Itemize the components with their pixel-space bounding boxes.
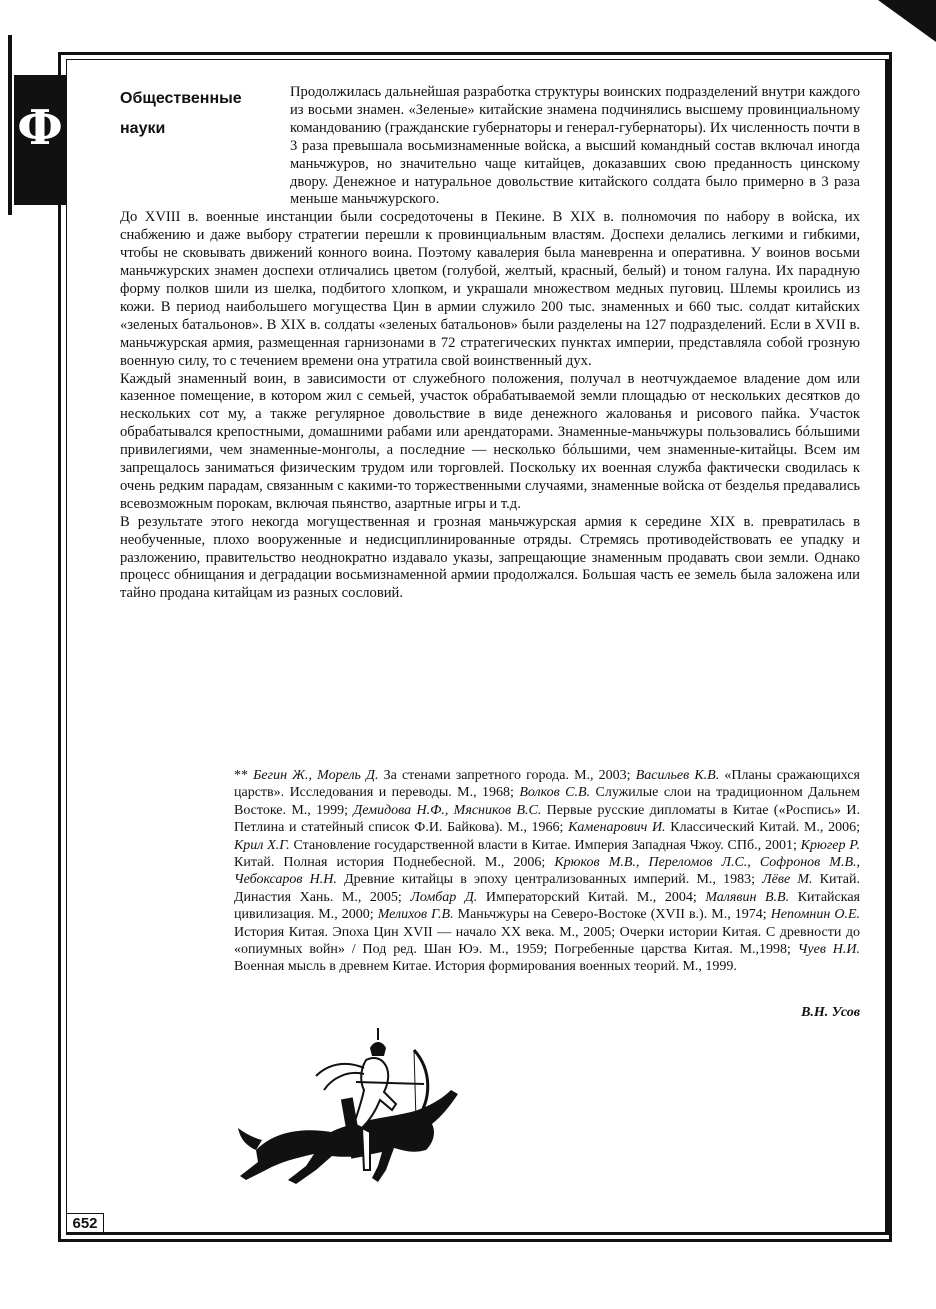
reference-text: Императорский Китай. М., 2004;	[477, 889, 706, 905]
page-frame-right-rule	[886, 59, 889, 1235]
reference-author: Волков С.В.	[519, 785, 591, 801]
page-frame-bottom-rule	[66, 1232, 892, 1235]
author-signature: В.Н. Усов	[801, 1005, 860, 1020]
corner-mark-icon	[878, 0, 936, 42]
reference-author: Непомнин О.Е.	[770, 907, 861, 923]
side-tab-glyph: Ф	[17, 100, 63, 156]
page-number: 652	[72, 1215, 98, 1232]
references-list	[234, 768, 860, 974]
reference-text: Первые русские дипломаты в Китае («Роспись» И. Петлина и статейный список Ф.И. Байкова). М., 1966;	[234, 802, 860, 836]
section-heading-line2: науки	[120, 120, 166, 137]
reference-author: Чуев Н.И.	[797, 942, 860, 958]
main-text	[120, 84, 860, 603]
paragraph-3: Каждый знаменный воин, в зависимости от служебного положения, получал в неотчуждаемое владение дом или казенное помещение, в котором жил с семьей, участок обрабатываемой земли площадью от нескольких десятков до нескольких сот му, а также регулярное довольствие в виде денежного жалованья и рисового пайка. Участок обрабатывался крепостными, домашними рабами или арендаторами. Знаменные-маньчжуры пользовались бóльшими привилегиями, чем знаменные-монголы, а последние — несколько бóльшими, чем знаменные-китайцы. Всем им запрещалось заниматься физическим трудом или торговлей. Поскольку их военная служба фактически сводилась к очень редким парадам, связанным с какими-то торжественными случаями, знаменные войска от безделья предавались всевозможным порокам, включая пьянство, азартные игры и т.д.	[120, 370, 860, 512]
references	[234, 767, 860, 976]
references-marker: **	[234, 768, 248, 783]
reference-author: Лёве М.	[762, 872, 813, 888]
reference-author: Каменарович И.	[568, 820, 666, 836]
reference-author: Крюгер Р.	[800, 837, 860, 853]
paragraph-4: В результате этого некогда могущественная и грозная маньчжурская армия к середине XIX в. превратилась в необученные, плохо вооруженные и недисциплинированные отряды. Стремясь противодействовать ее упадку и разложению, правительство неоднократно издавало указы, запрещающие знаменным продавать свои земли. Однако процесс обнищания и деградации восьмизнаменной армии продолжался. Большая часть ее земель была заложена или тайно продана китайцам из разных сословий.	[120, 513, 860, 602]
reference-text: «Планы сражающихся царств». Исследования и переводы. М., 1968;	[234, 768, 860, 801]
reference-author: Васильев К.В.	[635, 768, 720, 783]
paragraph-2: До XVIII в. военные инстанции были сосредоточены в Пекине. В XIX в. полномочия по набору в войска, их снабжению и даже выбору стратегии перешли к провинциальным властям. Доспехи делались легкими и гибкими, чтобы не сковывать движений конного воина. Поэтому кавалерия была маневренна и оперативна. У воинов восьми маньчжурских знамен доспехи отличались цветом (голубой, желтый, красный, белый) и тоном галуна. Их парадную форму полков шили из шелка, подбитого хлопком, и украшали множеством медных пуговиц. Шлемы кроились из кожи. В период наибольшего могущества Цин в армии служило 200 тыс. знаменных и 660 тыс. солдат китайских «зеленых батальонов». В XIX в. солдаты «зеленых батальонов» были разделены на 127 подразделений. Если в XVII в. маньчжурская армия, размещенная гарнизонами в 72 стратегических пунктах империи, представляла собой грозную военную силу, то с течением времени она утратила свой воинственный дух.	[120, 209, 860, 369]
reference-text: Маньчжуры на Северо-Востоке (XVII в.). М., 1974;	[453, 907, 771, 923]
horseman-archer-illustration	[236, 1020, 466, 1200]
section-heading-line1: Общественные	[120, 90, 242, 107]
section-heading	[120, 84, 290, 204]
reference-author: Демидова Н.Ф., Мясников В.С.	[353, 802, 542, 818]
reference-text: Военная мысль в древнем Китае. История формирования военных теорий. М., 1999.	[234, 959, 737, 975]
reference-text: Становление государственной власти в Китае. Империя Западная Чжоу. СПб., 2001;	[289, 837, 801, 853]
reference-text: Китай. Династия Хань. М., 2005;	[234, 872, 861, 905]
reference-text: Китайская цивилизация. М., 2000;	[234, 889, 860, 923]
reference-text: За стенами запретного города. М., 2003;	[378, 768, 636, 783]
paragraph-1: Продолжилась дальнейшая разработка структуры воинских подразделений внутри каждого из восьми знамен. «Зеленые» китайские знамена подчинялись высшему провинциальному командованию (гражданские губернаторы и генерал-губернаторы). Их численность почти в 3 раза превышала восьмизнаменные войска, а высший командный состав включал иногда маньчжуров, но значительно чаще китайцев, доказавших свою преданность цинскому двору. Денежное и натуральное довольствие китайского солдата было примерно в 3 раза меньше маньчжурского.	[290, 84, 860, 208]
reference-author: Ломбар Д.	[410, 889, 478, 905]
reference-text: Китай. Полная история Поднебесной. М., 2006;	[234, 855, 555, 871]
rider-helmet	[370, 1042, 386, 1056]
reference-text: Древние китайцы в эпоху централизованных империй. М., 1983;	[336, 872, 763, 888]
reference-text: История Китая. Эпоха Цин XVII — начало XX века. М., 2005; Очерки истории Китая. С древности до «опиумных войн» / Под ред. Шан Юэ. М., 1959; Погребенные царства Китая. М.,1998;	[234, 924, 860, 958]
reference-text: Классический Китай. М., 2006;	[665, 820, 860, 836]
side-tab-strip	[8, 35, 12, 215]
reference-author: Крюков М.В., Переломов Л.С., Софронов М.В., Чебоксаров Н.Н.	[234, 855, 860, 888]
reference-author: Крил Х.Г.	[234, 837, 290, 853]
reference-author: Бегин Ж., Морель Д.	[253, 768, 379, 783]
reference-author: Мелихов Г.В.	[377, 907, 454, 923]
reference-author: Малявин В.В.	[705, 889, 790, 905]
reference-text: Служилые слои на традиционном Дальнем Востоке. М., 1999;	[234, 785, 861, 818]
